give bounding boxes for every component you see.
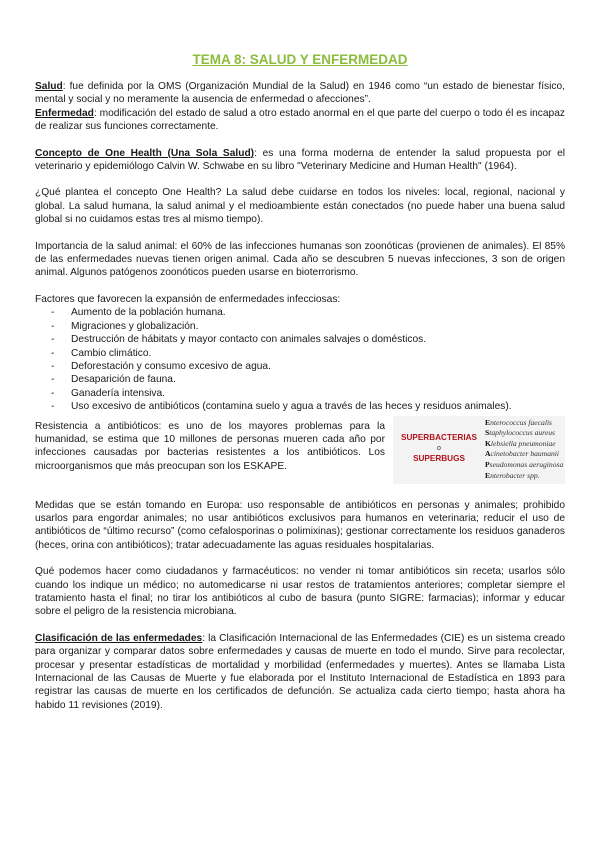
one-health-paragraph	[35, 147, 565, 174]
list-item	[485, 460, 563, 471]
list-item	[485, 449, 563, 460]
enfermedad-text: : modificación del estado de salud a otro estado anormal en el que parte del cuerpo o todo él es incapaz de realizar sus funciones correctamente.	[35, 107, 565, 133]
citizen-measures: Qué podemos hacer como ciudadanos y farmacéuticos: no vender ni tomar antibióticos sin receta; usarlos sólo cuando los indique un médico; no automedicarse ni usar restos de tratamientos anteriores; completar siempre el tratamiento hasta el final; no tirar los antibióticos al cubo de basura (punto SIGRE: farmacias); informar y educar sobre el peligro de la resistencia microbiana.	[35, 566, 565, 618]
list-item	[485, 418, 563, 429]
bacteria-name: nterococcus faecalis	[490, 417, 553, 427]
superbugs-text: SUPERBUGS	[413, 453, 465, 463]
classification-term: Clasificación de las enfermedades	[35, 632, 203, 644]
bacteria-name: cinetobacter baumanii	[490, 449, 560, 459]
salud-definition	[35, 80, 565, 107]
list-item: - Desaparición de fauna.	[35, 373, 565, 386]
page-title: TEMA 8: SALUD Y ENFERMEDAD	[192, 52, 408, 67]
factors-list	[35, 306, 565, 413]
eskape-letter: P	[485, 459, 490, 469]
classification-paragraph	[35, 632, 565, 712]
eskape-letter: E	[485, 470, 491, 480]
list-item: - Cambio climático.	[35, 347, 565, 360]
superbugs-or-text: o	[437, 444, 441, 452]
bacteria-name: taphylococcus aureus	[489, 428, 555, 438]
list-item: - Aumento de la población humana.	[35, 306, 565, 319]
enfermedad-definition	[35, 107, 565, 134]
eskape-letter: K	[485, 438, 491, 448]
resistance-text: Resistencia a antibióticos: es uno de los mayores problemas para la humanidad, se estima que 10 millones de personas mueren cada año por infecciones causadas por bacterias resistentes a los antibióticos. Los microorganismos que más preocupan son los ESKAPE.	[35, 420, 385, 472]
factors-intro: Factores que favorecen la expansión de enfermedades infecciosas:	[35, 293, 341, 305]
list-item: - Destrucción de hábitats y mayor contacto con animales salvajes o domésticos.	[35, 333, 565, 346]
enfermedad-term: Enfermedad	[35, 107, 94, 119]
one-health-text: : es una forma moderna de entender la salud propuesta por el veterinario y epidemiólogo Calvin W. Schwabe en su libro "Veterinary Medicine and Human Health" (1964).	[35, 147, 565, 173]
eskape-figure	[393, 416, 565, 484]
europe-measures: Medidas que se están tomando en Europa: uso responsable de antibióticos en personas y animales; prohibido usarlos para engordar animales; no usar antibióticos exclusivos para humanos en veterinaria; reducir el uso de antibióticos de “último recurso” (como cefalosporinas o polimixinas); gestionar correctamente los residuos ganaderos (heces, orina con antibióticos); tratar adecuadamente las aguas residuales hospitalarias.	[35, 499, 565, 551]
bacteria-name: nterobacter spp.	[490, 470, 540, 480]
superbacterias-text: SUPERBACTERIAS	[401, 432, 477, 442]
eskape-letter: A	[485, 449, 491, 459]
salud-term: Salud	[35, 81, 63, 92]
list-item: - Ganadería intensiva.	[35, 387, 565, 400]
eskape-letter: E	[485, 417, 491, 427]
one-health-term: Concepto de One Health (Una Sola Salud)	[35, 147, 255, 159]
one-health-question: ¿Qué plantea el concepto One Health? La salud debe cuidarse en todos los niveles: local, regional, nacional y global. La salud humana, la salud animal y el medioambiente están conectados (no puede haber una buena salud global si no cuidamos estas tres al mismo tiempo).	[35, 187, 565, 226]
list-item: - Deforestación y consumo excesivo de agua.	[35, 360, 565, 373]
bacteria-name: seudomonas aeruginosa	[489, 459, 564, 469]
animal-health-importance: Importancia de la salud animal: el 60% de las infecciones humanas son zoonóticas (provienen de animales). El 85% de las enfermedades nuevas tienen origen animal. Cada año se descubren 5 nuevas infecciones, 3 son de origen animal. Algunos patógenos zoonóticos pueden usarse en bioterrorismo.	[35, 240, 565, 279]
list-item: - Migraciones y globalización.	[35, 320, 565, 333]
list-item	[485, 428, 563, 439]
list-item: - Uso excesivo de antibióticos (contamina suelo y agua a través de las heces y residuos animales).	[35, 400, 565, 413]
eskape-bacteria-list	[485, 418, 563, 482]
document-body	[35, 80, 565, 712]
salud-text: : fue definida por la OMS (Organización Mundial de la Salud) en 1946 como “un estado de bienestar físico, mental y social y no meramente la ausencia de enfermedad o afecciones”.	[35, 81, 565, 106]
eskape-letter: S	[485, 428, 490, 438]
list-item	[485, 471, 563, 482]
superbugs-label	[393, 432, 485, 465]
list-item	[485, 439, 563, 450]
classification-text: : la Clasificación Internacional de las Enfermedades (CIE) es un sistema creado para organizar y comparar datos sobre enfermedades y causas de muerte en todo el mundo. Sirve para recolectar, procesar y presentar estadísticas de mortalidad y morbilidad (enfermedades y muertes). Antes se llamaba Lista Internacional de las Causas de Muerte y fue elaborada por el Instituto Internacional de Estadística en 1893 para registrar las causas de muerte en los certificados de defunción. Se actualiza cada cierto tiempo; hasta ahora ha habido 11 revisiones (2019).	[35, 632, 566, 711]
resistance-section	[35, 417, 565, 486]
bacteria-name: lebsiella pneumoniae	[490, 438, 556, 448]
